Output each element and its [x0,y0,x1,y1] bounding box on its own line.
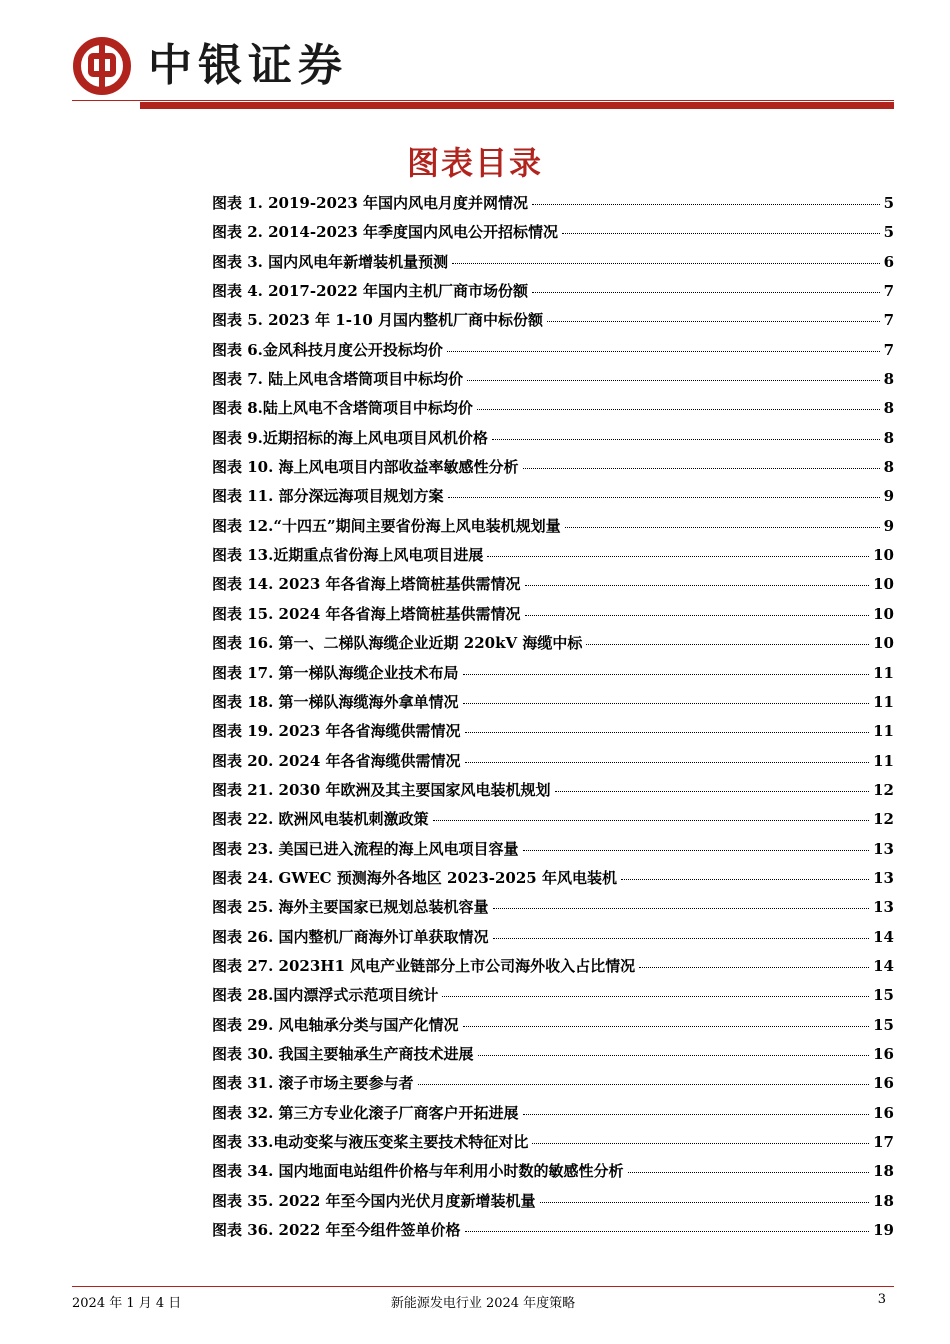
toc-dot-leader [523,468,880,469]
toc-entry[interactable] [212,309,894,338]
toc-entry[interactable] [212,603,894,632]
footer-page-number: 3 [877,1292,886,1307]
toc-entry[interactable] [212,1102,894,1131]
toc-entry[interactable] [212,221,894,250]
toc-entry-page: 13 [873,839,894,858]
toc-entry-label[interactable]: 图表 26. 国内整机厂商海外订单获取情况 [212,927,489,946]
toc-entry-label[interactable]: 图表 1. 2019-2023 年国内风电月度并网情况 [212,194,529,212]
toc-entry-page: 16 [873,1044,894,1063]
toc-entry[interactable] [212,1043,894,1072]
toc-dot-leader [465,762,870,763]
toc-entry-page: 8 [883,458,894,477]
toc-entry-label[interactable]: 图表 24. GWEC 预测海外各地区 2023-2025 年风电装机 [212,868,617,887]
toc-entry-label[interactable]: 图表 15. 2024 年各省海上塔筒桩基供需情况 [212,604,521,623]
toc-entry-label[interactable]: 图表 36. 2022 年至今组件签单价格 [212,1221,461,1240]
toc-entry-page: 13 [873,898,894,917]
toc-entry-label[interactable]: 图表 34. 国内地面电站组件价格与年利用小时数的敏感性分析 [212,1162,624,1181]
toc-entry[interactable] [212,397,894,426]
toc-title: 图表目录 [406,144,543,182]
toc-entry-page: 14 [873,956,894,975]
toc-list [212,192,894,1248]
toc-dot-leader [565,527,880,528]
toc-entry-page: 11 [873,692,894,711]
toc-entry-label[interactable]: 图表 23. 美国已进入流程的海上风电项目容量 [212,839,519,858]
toc-dot-leader [621,879,869,880]
toc-entry-page: 8 [883,428,894,447]
toc-dot-leader [487,556,869,557]
toc-entry-page: 9 [883,516,894,535]
toc-entry[interactable] [212,1190,894,1219]
toc-dot-leader [532,292,880,293]
toc-entry-page: 5 [883,194,894,212]
toc-entry[interactable] [212,456,894,485]
toc-entry[interactable] [212,955,894,984]
toc-entry-page: 7 [883,340,894,359]
toc-entry-label[interactable]: 图表 10. 海上风电项目内部收益率敏感性分析 [212,458,519,477]
toc-entry-page: 12 [873,780,894,799]
toc-entry-label[interactable]: 图表 33.电动变桨与液压变桨主要技术特征对比 [212,1133,529,1151]
toc-entry-label[interactable]: 图表 35. 2022 年至今国内光伏月度新增装机量 [212,1191,536,1210]
toc-entry-label[interactable]: 图表 7. 陆上风电含塔筒项目中标均价 [212,370,464,389]
brand-name: 中银证券 [148,40,348,91]
toc-entry-label[interactable]: 图表 30. 我国主要轴承生产商技术进展 [212,1044,474,1063]
toc-dot-leader [523,1114,870,1115]
footer-report-title: 新能源发电行业 2024 年度策略 [390,1296,576,1311]
toc-entry-page: 11 [873,751,894,770]
toc-dot-leader [493,908,870,909]
toc-entry[interactable] [212,632,894,661]
toc-entry-label[interactable]: 图表 17. 第一梯队海缆企业技术布局 [212,663,459,682]
toc-entry-label[interactable]: 图表 20. 2024 年各省海缆供需情况 [212,751,461,770]
toc-entry-page: 10 [873,634,894,653]
toc-entry[interactable] [212,662,894,691]
toc-entry-label[interactable]: 图表 2. 2014-2023 年季度国内风电公开招标情况 [212,223,559,242]
toc-entry-label[interactable]: 图表 32. 第三方专业化滚子厂商客户开拓进展 [212,1103,519,1122]
toc-dot-leader [639,967,869,968]
toc-entry-label[interactable]: 图表 21. 2030 年欧洲及其主要国家风电装机规划 [212,780,551,799]
toc-entry-label[interactable]: 图表 12.“十四五”期间主要省份海上风电装机规划量 [212,516,561,535]
toc-entry[interactable] [212,896,894,925]
toc-entry-label[interactable]: 图表 28.国内漂浮式示范项目统计 [212,986,439,1005]
toc-entry[interactable] [212,544,894,573]
header-rule-bar [140,102,894,109]
toc-entry[interactable] [212,1219,894,1248]
toc-entry-page: 11 [873,722,894,741]
toc-entry-page: 7 [883,311,894,330]
toc-entry-page: 15 [873,1015,894,1034]
toc-entry-label[interactable]: 图表 6.金风科技月度公开投标均价 [212,340,443,359]
toc-dot-leader [465,1231,870,1232]
toc-entry[interactable] [212,339,894,368]
toc-dot-leader [467,380,879,381]
toc-entry[interactable] [212,368,894,397]
toc-entry-page: 8 [883,399,894,418]
header-rule [72,100,894,101]
toc-entry[interactable] [212,1160,894,1189]
toc-entry[interactable] [212,691,894,720]
toc-entry-page: 10 [873,546,894,565]
toc-dot-leader [463,674,870,675]
toc-entry-page: 16 [873,1074,894,1093]
toc-entry-page: 12 [873,810,894,829]
toc-entry-label[interactable]: 图表 13.近期重点省份海上风电项目进展 [212,546,484,565]
toc-entry-page: 11 [873,663,894,682]
toc-entry-label[interactable]: 图表 9.近期招标的海上风电项目风机价格 [212,428,488,447]
toc-entry[interactable] [212,485,894,514]
toc-dot-leader [492,439,880,440]
toc-entry[interactable] [212,838,894,867]
toc-dot-leader [477,409,880,410]
toc-dot-leader [463,703,870,704]
toc-entry-label[interactable]: 图表 31. 滚子市场主要参与者 [212,1074,414,1093]
toc-dot-leader [555,791,870,792]
toc-dot-leader [532,1143,869,1144]
toc-entry[interactable] [212,192,894,221]
toc-entry-label[interactable]: 图表 5. 2023 年 1-10 月国内整机厂商中标份额 [212,311,544,330]
toc-entry[interactable] [212,808,894,837]
footer-date: 2024 年 1 月 4 日 [72,1296,182,1311]
toc-entry-page: 5 [883,223,894,242]
toc-dot-leader [463,1026,870,1027]
toc-dot-leader [433,820,870,821]
page-header [72,26,894,110]
toc-entry[interactable] [212,984,894,1013]
toc-entry[interactable] [212,251,894,280]
toc-entry-page: 19 [873,1221,894,1240]
footer-rule [72,1286,894,1287]
toc-dot-leader [418,1084,870,1085]
toc-entry-page: 18 [873,1191,894,1210]
toc-entry-page: 10 [873,604,894,623]
toc-entry-page: 10 [873,575,894,594]
toc-entry[interactable] [212,573,894,602]
toc-entry-label[interactable]: 图表 8.陆上风电不含塔筒项目中标均价 [212,399,473,418]
toc-dot-leader [525,585,870,586]
toc-dot-leader [447,351,880,352]
toc-entry[interactable] [212,1072,894,1101]
toc-dot-leader [525,615,870,616]
toc-entry-label[interactable]: 图表 4. 2017-2022 年国内主机厂商市场份额 [212,282,529,301]
toc-dot-leader [562,233,880,234]
toc-entry-page: 6 [883,252,894,271]
toc-entry-page: 15 [873,986,894,1005]
toc-entry-page: 14 [873,927,894,946]
toc-entry[interactable] [212,779,894,808]
toc-dot-leader [532,204,880,205]
toc-dot-leader [465,732,870,733]
toc-entry-page: 7 [883,282,894,301]
toc-dot-leader [547,321,880,322]
toc-entry-label[interactable]: 图表 14. 2023 年各省海上塔筒桩基供需情况 [212,575,521,594]
toc-dot-leader [628,1172,870,1173]
toc-entry[interactable] [212,280,894,309]
page-footer [72,1292,894,1312]
toc-entry-label[interactable]: 图表 18. 第一梯队海缆海外拿单情况 [212,692,459,711]
toc-dot-leader [442,996,869,997]
toc-entry-label[interactable]: 图表 29. 风电轴承分类与国产化情况 [212,1015,459,1034]
toc-entry-page: 13 [873,868,894,887]
toc-entry-label[interactable]: 图表 22. 欧洲风电装机刺激政策 [212,810,429,829]
toc-entry-label[interactable]: 图表 11. 部分深远海项目规划方案 [212,487,444,506]
toc-entry[interactable] [212,750,894,779]
toc-dot-leader [452,263,879,264]
toc-entry[interactable] [212,720,894,749]
toc-dot-leader [493,938,870,939]
toc-entry[interactable] [212,926,894,955]
toc-entry[interactable] [212,515,894,544]
toc-dot-leader [478,1055,870,1056]
toc-dot-leader [523,850,870,851]
toc-entry-label[interactable]: 图表 16. 第一、二梯队海缆企业近期 220kV 海缆中标 [212,634,583,653]
toc-entry-page: 9 [883,487,894,506]
toc-dot-leader [586,644,869,645]
toc-entry-page: 8 [883,370,894,389]
toc-entry-label[interactable]: 图表 19. 2023 年各省海缆供需情况 [212,722,461,741]
bank-of-china-logo-icon [72,36,132,96]
toc-dot-leader [448,497,880,498]
toc-dot-leader [540,1202,870,1203]
toc-entry[interactable] [212,1131,894,1160]
toc-entry[interactable] [212,867,894,896]
toc-entry-page: 18 [873,1162,894,1181]
toc-entry-label[interactable]: 图表 27. 2023H1 风电产业链部分上市公司海外收入占比情况 [212,956,636,975]
toc-entry-label[interactable]: 图表 25. 海外主要国家已规划总装机容量 [212,898,489,917]
toc-entry-label[interactable]: 图表 3. 国内风电年新增装机量预测 [212,252,449,271]
toc-entry[interactable] [212,427,894,456]
toc-entry-page: 17 [873,1133,894,1151]
toc-entry-page: 16 [873,1103,894,1122]
toc-entry[interactable] [212,1014,894,1043]
